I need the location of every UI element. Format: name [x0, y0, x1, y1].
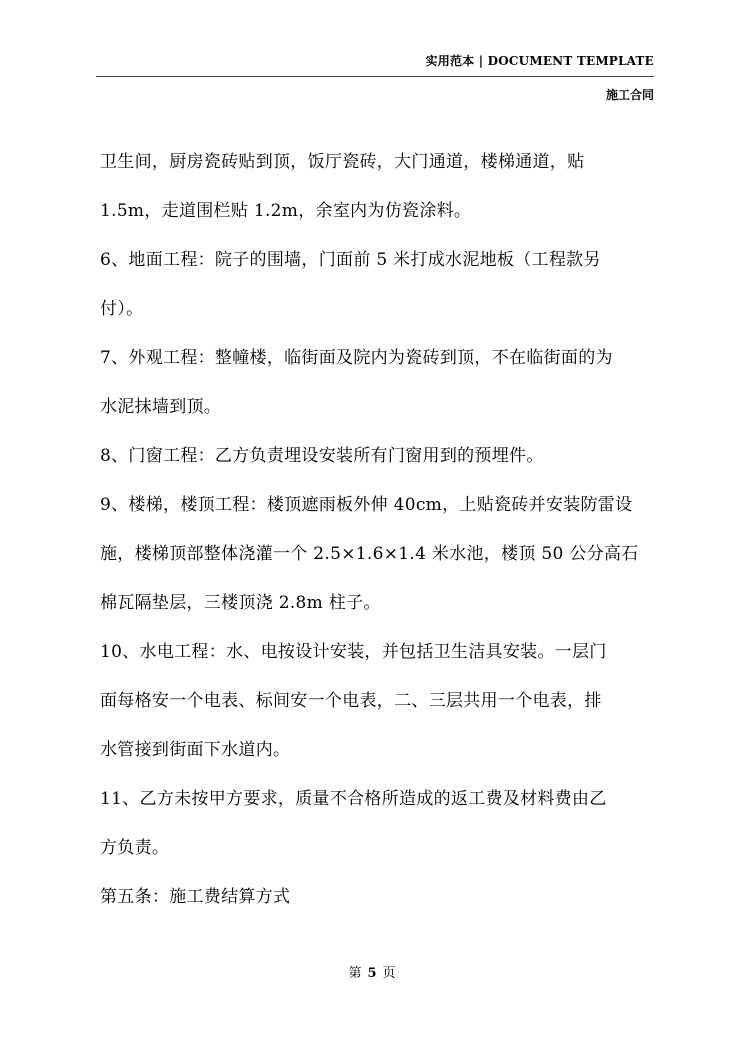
page-footer: [0, 962, 744, 981]
body-line: 10、水电工程：水、电按设计安装，并包括卫生洁具安装。一层门: [100, 642, 607, 662]
page-header: [96, 52, 654, 114]
body-line: 6、地面工程：院子的围墙，门面前 5 米打成水泥地板（工程款另: [100, 250, 601, 270]
header-title: 实用范本 | DOCUMENT TEMPLATE: [425, 54, 654, 68]
body-line: 付）。: [100, 299, 144, 319]
body-line: 9、楼梯，楼顶工程：楼顶遮雨板外伸 40cm，上贴瓷砖并安装防雷设: [100, 495, 633, 515]
body-line: 面每格安一个电表、标间安一个电表，二、三层共用一个电表，排: [100, 691, 602, 711]
page-prefix: 第: [348, 966, 362, 981]
body-line: 棉瓦隔垫层，三楼顶浇 2.8m 柱子。: [100, 593, 381, 613]
header-divider: [96, 76, 654, 77]
body-line: 1.5m，走道围栏贴 1.2m，余室内为仿瓷涂料。: [100, 201, 472, 221]
body-line: 施，楼梯顶部整体浇灌一个 2.5×1.6×1.4 米水池，楼顶 50 公分高石: [100, 544, 639, 564]
header-subtitle: 施工合同: [605, 88, 654, 102]
body-line: 卫生间，厨房瓷砖贴到顶，饭厅瓷砖，大门通道，楼梯通道，贴: [100, 152, 585, 172]
body-line: 8、门窗工程：乙方负责埋设安装所有门窗用到的预埋件。: [100, 446, 544, 466]
section-heading: 第五条：施工费结算方式: [100, 887, 291, 907]
page-suffix: 页: [382, 966, 396, 981]
body-line: 方负责。: [100, 838, 170, 858]
document-body: [100, 138, 660, 922]
body-line: 11、乙方未按甲方要求，质量不合格所造成的返工费及材料费由乙: [100, 789, 607, 809]
body-line: 水泥抹墙到顶。: [100, 397, 222, 417]
body-line: 水管接到街面下水道内。: [100, 740, 291, 760]
body-line: 7、外观工程：整幢楼，临街面及院内为瓷砖到顶，不在临街面的为: [100, 348, 613, 368]
page-number: 5: [367, 966, 377, 981]
